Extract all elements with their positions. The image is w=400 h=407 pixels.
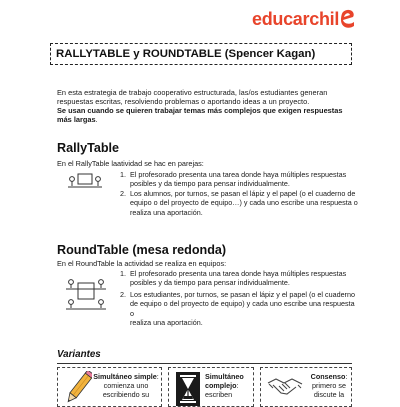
logo-text: educarchil (252, 8, 340, 29)
card-title-colon: : (236, 381, 239, 390)
roundtable-subtitle: En el RoundTable la actividad se realiza en equipos: (57, 259, 227, 268)
intro-bold-line: más largas (57, 115, 96, 124)
title-box (50, 43, 352, 65)
item-text: El profesorado presenta una tarea donde haya múltiples respuestas (130, 170, 347, 179)
card-title: Simultáneo simple (93, 372, 157, 381)
roundtable-item-2 (120, 290, 358, 328)
intro-bold-line: Se usan cuando se quieren trabajar temas más complejos que exigen respuestas (57, 106, 343, 115)
pencil-icon (64, 371, 92, 407)
intro-line: En esta estrategia de trabajo cooperativo estructurada, las/os estudiantes generan (57, 88, 328, 97)
card-title: Consenso (310, 372, 346, 381)
card-text: escriben (205, 390, 233, 399)
page-title: RALLYTABLE y ROUNDTABLE (Spencer Kagan) (56, 48, 316, 60)
card-text: escribiendo su (102, 390, 150, 399)
card-title: complejo (205, 381, 237, 390)
card-title: Simultáneo (205, 372, 244, 381)
card-text: discute la (313, 390, 345, 399)
item-text: posibles y da tiempo para pensar individualmente. (130, 179, 290, 189)
item-text: El profesorado presenta una tarea donde haya múltiples respuestas (130, 269, 347, 278)
item-text: Los estudiantes, por turnos, se pasan el lápiz y el papel (o el cuaderno (130, 290, 355, 299)
variant-card-consensus (260, 367, 352, 407)
item-text: equipo o del proyecto de equipo…) y cada uno escribe una respuesta o (130, 198, 358, 208)
rallytable-heading: RallyTable (57, 141, 120, 155)
item-number: 2. (120, 189, 126, 198)
item-number: 1. (120, 170, 126, 179)
hourglass-icon (176, 372, 200, 406)
item-text: realiza una aportación. (130, 318, 203, 328)
rallytable-item-2 (120, 189, 358, 217)
card-title-colon: : (156, 372, 159, 381)
card-text: primero se (312, 381, 346, 390)
logo-e-icon (340, 8, 356, 30)
handshake-icon (267, 374, 303, 402)
roundtable-heading: RoundTable (mesa redonda) (57, 243, 227, 257)
roundtable-item-1 (120, 269, 358, 288)
variants-heading: Variantes (57, 349, 101, 360)
item-text: realiza una aportación. (130, 207, 203, 217)
card-title-colon: : (345, 372, 348, 381)
rallytable-subtitle: En el RallyTable laatividad se hac en parejas: (57, 159, 204, 168)
variant-card-complex (168, 367, 254, 407)
item-number: 2. (120, 290, 126, 299)
variant-card-simple (57, 367, 162, 407)
intro-period: . (95, 115, 98, 124)
intro-paragraph (57, 88, 357, 124)
intro-line: respuestas escritas, resolviendo problemas o aportando ideas a un proyecto. (57, 97, 310, 106)
rallytable-item-1 (120, 170, 358, 189)
pair-table-icon (68, 170, 102, 190)
item-text: de equipo o del proyecto de equipo) y cada uno escribe una respuesta o (130, 299, 355, 318)
group-table-icon (64, 270, 108, 314)
educarchile-logo (252, 6, 356, 32)
item-text: posibles y da tiempo para pensar individualmente. (130, 278, 290, 288)
item-number: 1. (120, 269, 126, 278)
card-text: comienza uno (103, 381, 149, 390)
item-text: Los alumnos, por turnos, se pasan el lápiz y el papel (o el cuaderno de (130, 189, 356, 198)
variants-divider (57, 363, 352, 364)
